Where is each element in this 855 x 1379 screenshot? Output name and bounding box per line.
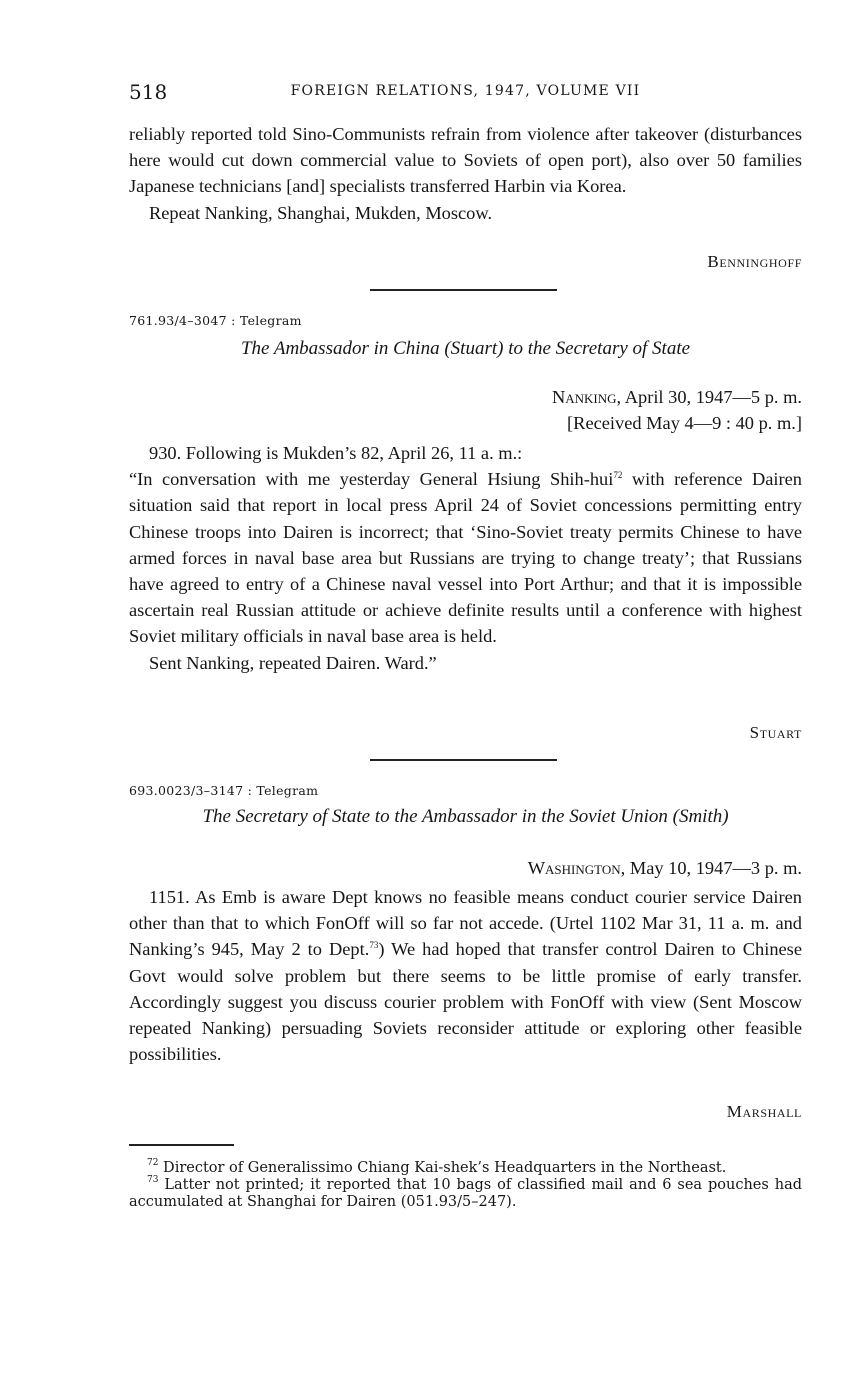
- footnote-text: Latter not printed; it reported that 10 bags of classified mail and 6 sea pouches had accumulated at Shanghai for Dairen (051.93/5–247).: [129, 1177, 802, 1210]
- telegram-body: [129, 884, 802, 1067]
- footnote-marker: 73: [147, 1175, 159, 1185]
- section-divider: [370, 759, 557, 761]
- continuation-paragraph: reliably reported told Sino-Communists refrain from violence after takeover (disturbances here would cut down commercial value to Soviets of open port), also over 50 families Japanese technicians [and] specialists transferred Harbin via Korea.: [129, 124, 802, 197]
- file-reference: 693.0023/3–3147 : Telegram: [129, 783, 319, 798]
- telegram-quote: [129, 466, 802, 649]
- dateline-place: Nanking: [551, 387, 617, 407]
- document-title: The Ambassador in China (Stuart) to the Secretary of State: [240, 338, 691, 359]
- footnote-rule: [129, 1144, 234, 1146]
- quote-text-start: “In conversation with me yesterday General Hsiung Shih-hui: [129, 469, 614, 490]
- continuation-section: [129, 121, 802, 226]
- body-text-start: 1151. As Emb is aware Dept knows no feasible means conduct courier service Dairen other than that to which FonOff will so far not accede. (Urtel 1102 Mar 31, 11 a. m. and Nanking’s 945, May 2 to Dept.: [129, 887, 802, 960]
- footnote-text: Director of Generalissimo Chiang Kai-shek’s Headquarters in the Northeast.: [158, 1160, 727, 1176]
- document-title: The Secretary of State to the Ambassador in the Soviet Union (Smith): [202, 806, 729, 827]
- signature-stuart: Stuart: [749, 723, 802, 742]
- repeat-line: Repeat Nanking, Shanghai, Mukden, Moscow.: [149, 202, 493, 223]
- file-reference: 761.93/4–3047 : Telegram: [129, 313, 302, 328]
- footnote-73: [129, 1177, 802, 1211]
- telegram-opening: 930. Following is Mukden’s 82, April 26, 11 a. m.:: [149, 443, 523, 463]
- quote-text-end: with reference Dairen situation said that report in local press April 24 of Soviet concessions permitting entry Chinese troops into Dairen is incorrect; that ‘Sino-Soviet treaty permits Chinese to have armed forces in naval base area but Russians are trying to change treaty’; that Russians have agreed to entry of a Chinese naval vessel into Port Arthur; and that it is impossible ascertain real Russian attitude or achieve definite results until a conference with highest Soviet military officials in naval base area is held.: [129, 469, 802, 647]
- dateline: [129, 384, 802, 410]
- signature-marshall: Marshall: [726, 1102, 802, 1121]
- dateline-place: Washington: [527, 858, 621, 878]
- telegram-closing: Sent Nanking, repeated Dairen. Ward.”: [149, 652, 437, 673]
- footnotes: [129, 1160, 802, 1211]
- footnote-72: [129, 1160, 802, 1177]
- running-head: FOREIGN RELATIONS, 1947, VOLUME VII: [290, 83, 641, 99]
- received-line: [Received May 4—9 : 40 p. m.]: [567, 413, 802, 433]
- body-text-end: ) We had hoped that transfer control Dairen to Chinese Govt would solve problem but there seems to be little promise of early transfer. Accordingly suggest you discuss courier problem with FonOff with view (Sent Moscow repeated Nanking) persuading Soviets reconsider attitude or exploring other feasible possibilities.: [129, 939, 802, 1065]
- dateline-date: , May 10, 1947—3 p. m.: [620, 858, 802, 878]
- telegram-paragraph: [129, 884, 802, 1067]
- footnote-marker: 72: [147, 1158, 159, 1168]
- telegram-body: [129, 440, 802, 676]
- signature-benninghoff: Benninghoff: [707, 252, 802, 271]
- footnote-ref-73: 73: [369, 940, 379, 951]
- dateline-date: , April 30, 1947—5 p. m.: [616, 387, 802, 407]
- page-header: [129, 80, 802, 106]
- dateline: [129, 855, 802, 881]
- footnote-ref-72: 72: [613, 470, 623, 481]
- page-number: 518: [129, 80, 168, 104]
- section-divider: [370, 289, 557, 291]
